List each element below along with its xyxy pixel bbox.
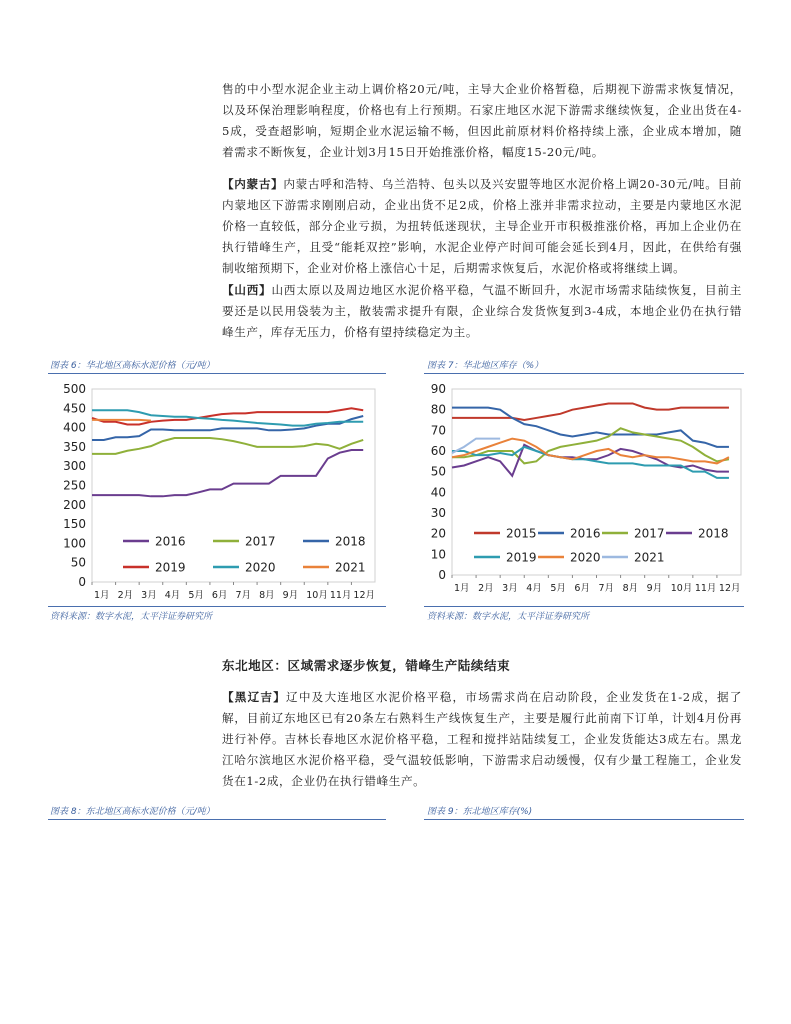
x-tick-label: 5月 [550, 583, 566, 594]
y-tick-label: 80 [430, 402, 446, 417]
y-tick-label: 90 [430, 382, 446, 396]
y-tick-label: 100 [63, 536, 86, 551]
y-tick-label: 300 [63, 459, 86, 474]
y-tick-label: 450 [63, 401, 86, 416]
fig9-rule [424, 819, 744, 820]
x-tick-label: 9月 [282, 590, 299, 601]
fig8-rule [48, 819, 386, 820]
x-tick-label: 4月 [526, 583, 542, 594]
fig7-bottom-rule [424, 606, 744, 607]
legend-label-2016: 2016 [570, 526, 601, 541]
y-tick-label: 10 [430, 547, 446, 562]
legend-label-2019: 2019 [155, 560, 186, 575]
fig7-title: 图表 7：华北地区库存（%） [427, 361, 544, 371]
legend-label-2020: 2020 [245, 560, 276, 575]
x-tick-label: 10月 [670, 583, 693, 594]
legend-label-2020: 2020 [570, 550, 601, 565]
section-heading-northeast: 东北地区：区域需求逐步恢复，错峰生产陆续结束 [222, 658, 511, 673]
x-tick-label: 7月 [235, 590, 252, 601]
region-tag-inner-mongolia: 【内蒙古】 [222, 177, 284, 191]
y-tick-label: 0 [78, 575, 86, 589]
x-tick-label: 4月 [164, 590, 181, 601]
fig9-title: 图表 9：东北地区库存(%) [427, 807, 533, 817]
plot-frame [92, 389, 375, 582]
y-tick-label: 60 [430, 444, 446, 458]
legend-label-2021: 2021 [634, 550, 665, 565]
x-tick-label: 3月 [502, 583, 518, 594]
x-tick-label: 10月 [306, 590, 328, 601]
series-line-2015 [452, 403, 729, 420]
x-tick-label: 2月 [117, 590, 134, 601]
y-tick-label: 150 [63, 517, 86, 532]
x-tick-label: 6月 [574, 583, 590, 594]
paragraph-northeast-body: 辽中及大连地区水泥价格平稳，市场需求尚在启动阶段，企业发货在1-2成，据了解，目前辽东地区已有20条左右熟料生产线恢复生产，主要是履行此前南下订单，计划4月份再进行补停。吉林长春地区水泥价格平稳，工程和搅拌站陆续复工，企业发货能达3成左右。黑龙江哈尔滨地区水泥价格平稳，受气温较低影响，下游需求启动缓慢，仅有少量工程施工，企业发货在1-2成，企业仍在执行错峰生产。 [222, 690, 742, 788]
y-tick-label: 40 [430, 485, 446, 500]
fig6-rule [48, 373, 386, 374]
legend-label-2017: 2017 [245, 534, 276, 549]
paragraph-shanxi [222, 280, 742, 343]
fig6-title: 图表 6：华北地区高标水泥价格（元/吨） [50, 361, 215, 371]
legend-label-2016: 2016 [155, 534, 186, 549]
x-tick-label: 8月 [622, 583, 639, 594]
series-line-2016 [92, 450, 363, 496]
legend-label-2021: 2021 [335, 560, 366, 575]
region-tag-shanxi: 【山西】 [222, 283, 272, 297]
series-line-2021 [92, 420, 151, 421]
x-tick-label: 1月 [454, 583, 470, 594]
y-tick-label: 50 [70, 555, 86, 570]
y-tick-label: 30 [430, 506, 446, 520]
y-tick-label: 50 [430, 464, 446, 479]
fig7-source: 资料来源：数字水泥，太平洋证券研究所 [427, 612, 590, 622]
fig8-title: 图表 8：东北地区高标水泥价格（元/吨） [50, 807, 215, 817]
x-tick-label: 6月 [211, 590, 228, 601]
y-tick-label: 350 [63, 439, 86, 454]
legend-label-2019: 2019 [506, 550, 537, 565]
paragraph-shanxi-body: 山西太原以及周边地区水泥价格平稳，气温不断回升，水泥市场需求陆续恢复，目前主要还是以民用袋装为主，散装需求提升有限，企业综合发货恢复到3-4成，本地企业仍在执行错峰生产，库存无压力，价格有望持续稳定为主。 [222, 283, 742, 339]
paragraph-inner-mongolia [222, 174, 742, 279]
y-tick-label: 70 [430, 423, 446, 438]
x-tick-label: 1月 [94, 590, 110, 601]
fig6-bottom-rule [48, 606, 386, 607]
legend-label-2018: 2018 [335, 534, 366, 549]
x-tick-label: 9月 [646, 583, 663, 594]
y-tick-label: 250 [63, 478, 86, 493]
y-tick-label: 500 [63, 382, 86, 396]
x-tick-label: 12月 [718, 583, 741, 594]
x-tick-label: 8月 [259, 590, 275, 601]
x-tick-label: 7月 [598, 583, 615, 594]
paragraph-northeast [222, 687, 742, 792]
legend-label-2015: 2015 [506, 526, 537, 541]
y-tick-label: 200 [63, 497, 86, 512]
paragraph-hebei-cont: 售的中小型水泥企业主动上调价格20元/吨，主导大企业价格暂稳，后期视下游需求恢复情况，以及环保治理影响程度，价格也有上行预期。石家庄地区水泥下游需求继续恢复，企业出货在4-5成，受查超影响，短期企业水泥运输不畅，但因此前原材料价格持续上涨，企业成本增加，随着需求不断恢复，企业计划3月15日开始推涨价格，幅度15-20元/吨。 [222, 82, 742, 159]
x-tick-label: 11月 [329, 590, 352, 601]
y-tick-label: 0 [438, 568, 446, 582]
legend-label-2018: 2018 [698, 526, 729, 541]
x-tick-label: 12月 [353, 590, 376, 601]
x-tick-label: 2月 [478, 583, 494, 594]
x-tick-label: 5月 [188, 590, 204, 601]
series-line-2017 [92, 438, 363, 454]
region-tag-northeast: 【黑辽吉】 [222, 690, 287, 704]
fig6-chart [45, 377, 390, 607]
fig6-source: 资料来源：数字水泥，太平洋证券研究所 [50, 612, 213, 622]
x-tick-label: 11月 [694, 583, 717, 594]
x-tick-label: 3月 [141, 590, 157, 601]
y-tick-label: 400 [63, 420, 86, 435]
y-tick-label: 20 [430, 526, 446, 541]
paragraph-inner-mongolia-body: 内蒙古呼和浩特、乌兰浩特、包头以及兴安盟等地区水泥价格上调20-30元/吨。目前内蒙地区下游需求刚刚启动，企业出货不足2成，价格上涨并非需求拉动，主要是内蒙地区水泥价格一直较低，部分企业亏损，为扭转低迷现状，主导企业开市积极推涨价格，再加上企业仍在执行错峰生产，且受“能耗双控”影响，水泥企业停产时间可能会延长到4月，因此，在供给有强制收缩预期下，企业对价格上涨信心十足，后期需求恢复后，水泥价格或将继续上调。 [222, 177, 742, 275]
legend-label-2017: 2017 [634, 526, 665, 541]
plot-frame [452, 389, 741, 575]
fig7-rule [424, 373, 744, 374]
fig7-chart [422, 377, 744, 607]
